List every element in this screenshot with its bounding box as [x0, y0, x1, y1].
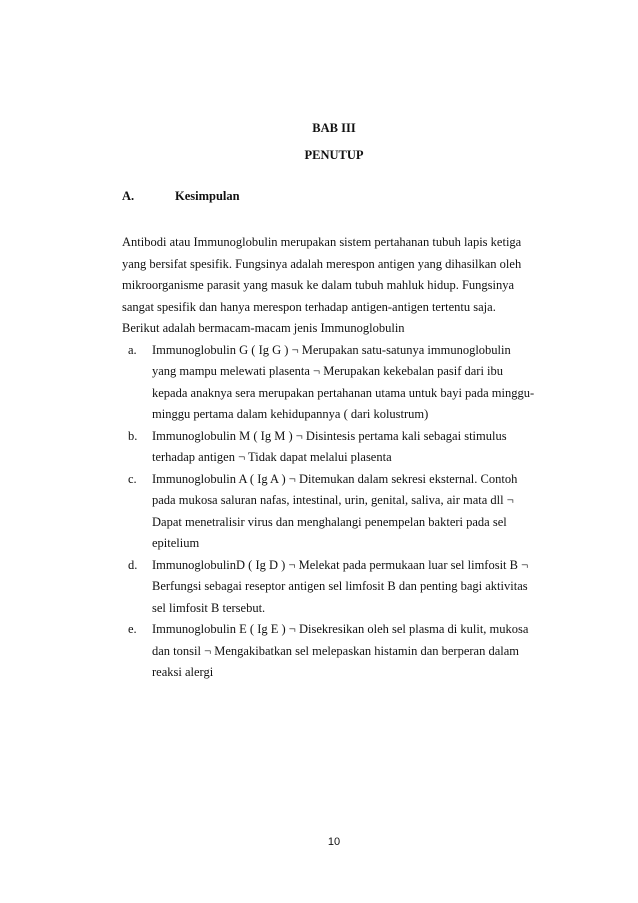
section-title: Kesimpulan	[175, 189, 240, 203]
list-marker: e.	[128, 622, 137, 636]
list-item	[122, 469, 522, 555]
page-number: 10	[327, 836, 341, 848]
list-marker: d.	[128, 557, 138, 572]
list-line: Immunoglobulin G ( Ig G ) ¬ Merupakan satu-satunya immunoglobulin	[152, 342, 511, 357]
list-item	[122, 555, 529, 620]
list-item	[122, 340, 535, 426]
list-marker: b.	[128, 428, 138, 443]
list-line: yang mampu melewati plasenta ¬ Merupakan kekebalan pasif dari ibu	[152, 364, 504, 378]
list-line: Immunoglobulin E ( Ig E ) ¬ Disekresikan oleh sel plasma di kulit, mukosa	[152, 622, 529, 636]
intro-line: yang bersifat spesifik. Fungsinya adalah merespon antigen yang dihasilkan oleh	[122, 256, 522, 271]
list-line: Dapat menetralisir virus dan menghalangi penempelan bakteri pada sel	[152, 514, 507, 529]
list-line: kepada anaknya sera merupakan pertahanan utama untuk bayi pada minggu-	[152, 385, 535, 400]
list-item	[122, 619, 529, 684]
section-heading	[122, 189, 240, 204]
list-line: reaksi alergi	[152, 665, 214, 679]
list-line: terhadap antigen ¬ Tidak dapat melalui plasenta	[152, 450, 392, 464]
list-line: Immunoglobulin M ( Ig M ) ¬ Disintesis pertama kali sebagai stimulus	[152, 428, 507, 443]
intro-paragraph	[122, 232, 522, 340]
chapter-label: BAB III	[312, 121, 356, 135]
chapter-title: PENUTUP	[304, 148, 364, 162]
body-text	[122, 232, 535, 684]
section-number: A.	[122, 189, 135, 203]
immunoglobulin-list	[122, 340, 535, 684]
list-line: pada mukosa saluran nafas, intestinal, urin, genital, saliva, air mata dll ¬	[152, 493, 514, 507]
list-line: dan tonsil ¬ Mengakibatkan sel melepaskan histamin dan berperan dalam	[152, 643, 520, 658]
list-line: minggu pertama dalam kehidupannya ( dari kolustrum)	[152, 407, 429, 421]
intro-line: Berikut adalah bermacam-macam jenis Immunoglobulin	[122, 321, 405, 335]
list-line: Berfungsi sebagai reseptor antigen sel limfosit B dan penting bagi aktivitas	[152, 579, 528, 593]
list-item	[122, 426, 522, 469]
list-line: sel limfosit B tersebut.	[152, 600, 266, 615]
list-marker: a.	[128, 342, 137, 357]
intro-line: mikroorganisme parasit yang masuk ke dalam tubuh mahluk hidup. Fungsinya	[122, 278, 515, 292]
list-marker: c.	[128, 471, 137, 486]
intro-line: Antibodi atau Immunoglobulin merupakan sistem pertahanan tubuh lapis ketiga	[122, 235, 522, 249]
list-line: Immunoglobulin A ( Ig A ) ¬ Ditemukan dalam sekresi eksternal. Contoh	[152, 471, 518, 486]
intro-line: sangat spesifik dan hanya merespon terhadap antigen-antigen tertentu saja.	[122, 299, 496, 314]
list-line: epitelium	[152, 536, 200, 550]
list-line: ImmunoglobulinD ( Ig D ) ¬ Melekat pada permukaan luar sel limfosit B ¬	[152, 557, 529, 572]
